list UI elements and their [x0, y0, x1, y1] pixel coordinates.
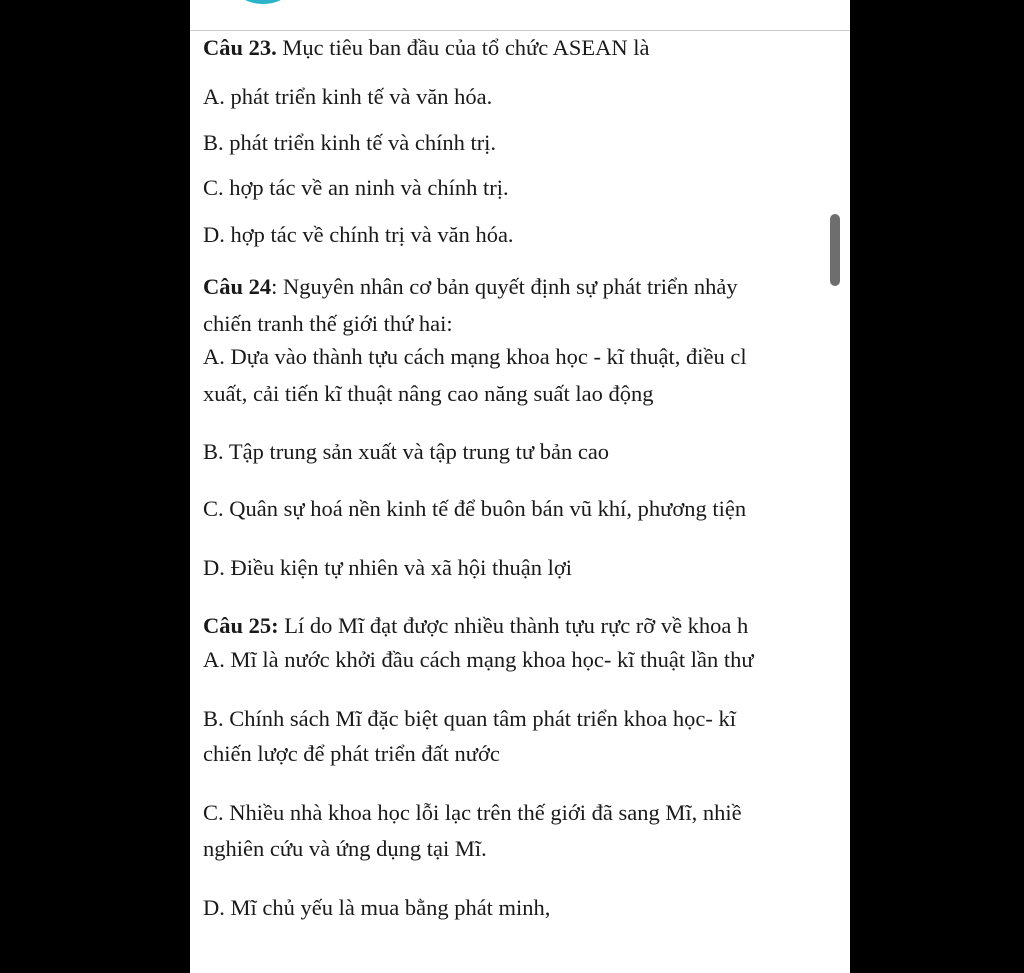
question-24-title	[203, 274, 738, 300]
question-25-option-b-cont: chiến lược để phát triển đất nước	[203, 741, 500, 766]
question-25-option-d: D. Mĩ chủ yếu là mua bằng phát minh,	[203, 895, 551, 920]
question-23-option-b: B. phát triển kinh tế và chính trị.	[203, 130, 497, 155]
question-number: Câu 25:	[203, 613, 279, 638]
question-prompt: : Nguyên nhân cơ bản quyết định sự phát triển nhảy	[271, 274, 738, 299]
question-24-option-a: A. Dựa vào thành tựu cách mạng khoa học - kĩ thuật, điều cl	[203, 344, 747, 369]
question-25-option-c: C. Nhiều nhà khoa học lỗi lạc trên thế giới đã sang Mĩ, nhiề	[203, 800, 742, 825]
app-logo-partial	[240, 0, 286, 4]
question-24-option-a-cont: xuất, cải tiến kĩ thuật nâng cao năng suất lao động	[203, 381, 654, 406]
question-25-option-c-cont: nghiên cứu và ứng dụng tại Mĩ.	[203, 836, 487, 861]
top-bar	[190, 0, 850, 31]
question-23-option-d: D. hợp tác về chính trị và văn hóa.	[203, 222, 514, 247]
question-24-option-d: D. Điều kiện tự nhiên và xã hội thuận lợi	[203, 555, 573, 580]
question-number: Câu 24	[203, 274, 272, 299]
document-content	[203, 30, 850, 973]
question-prompt: Lí do Mĩ đạt được nhiều thành tựu rực rỡ về khoa h	[278, 613, 749, 638]
question-23-title	[203, 35, 650, 61]
document-page	[190, 0, 850, 973]
question-24-title-cont: chiến tranh thế giới thứ hai:	[203, 311, 453, 336]
question-23-option-c: C. hợp tác về an ninh và chính trị.	[203, 175, 509, 200]
question-prompt: Mục tiêu ban đầu của tổ chức ASEAN là	[276, 35, 650, 60]
scrollbar-thumb[interactable]	[830, 214, 840, 286]
question-23-option-a: A. phát triển kinh tế và văn hóa.	[203, 84, 493, 109]
question-25-option-b: B. Chính sách Mĩ đặc biệt quan tâm phát triển khoa học- kĩ	[203, 706, 737, 731]
question-25-title	[203, 613, 748, 639]
question-24-option-c: C. Quân sự hoá nền kinh tế để buôn bán vũ khí, phương tiện	[203, 496, 747, 521]
question-25-option-a: A. Mĩ là nước khởi đầu cách mạng khoa học- kĩ thuật lần thư	[203, 647, 754, 672]
question-24-option-b: B. Tập trung sản xuất và tập trung tư bản cao	[203, 439, 610, 464]
question-number: Câu 23.	[203, 35, 277, 60]
